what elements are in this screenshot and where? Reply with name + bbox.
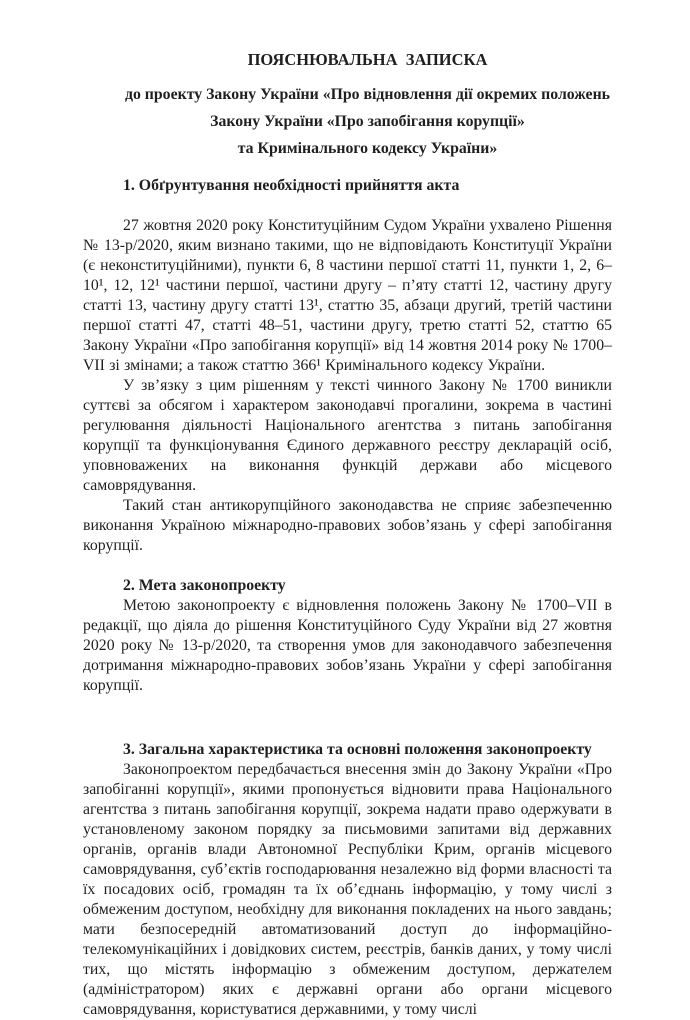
subtitle-line-2: Закону України «Про запобігання корупції» xyxy=(210,113,525,130)
section-2-heading: 2. Мета законопроекту xyxy=(123,577,286,594)
section-3-paragraph-1: Законопроектом передбачається внесення змін до Закону України «Про запобіганні корупції», якими пропонується відновити права Національного агентства з питань запобігання корупції, зокрема надати право одержувати в установленому законом порядку за письмовими запитами від державних органів, органів влади Автономної Республіки Крим, органів місцевого самоврядування, суб’єктів господарювання незалежно від форми власності та їх посадових осіб, громадян та їх об’єднань інформацію, у тому числі з обмеженим доступом, необхідну для виконання покладених на нього завдань; мати безпосередній автоматизований доступ до інформаційно-телекомунікаційних і довідкових систем, реєстрів, банків даних, у тому числі тих, що містять інформацію з обмеженим доступом, держателем (адміністратором) яких є державні органи або органи місцевого самоврядування, користуватися державними, у тому числі xyxy=(83,761,612,1018)
section-1-paragraph-3: Такий стан антикорупційного законодавства не сприяє забезпеченню виконання Україною міжнародно-правових зобов’язань у сфері запобігання корупції. xyxy=(83,497,612,554)
document-title: ПОЯСНЮВАЛЬНА ЗАПИСКА xyxy=(247,50,488,69)
section-1-heading: 1. Обґрунтування необхідності прийняття акта xyxy=(123,177,460,194)
subtitle-line-1: до проекту Закону України «Про відновлення дії окремих положень xyxy=(124,86,611,103)
document-subtitle xyxy=(83,81,612,162)
section-1-paragraph-2: У зв’язку з цим рішенням у тексті чинного Закону № 1700 виникли суттєві за обсягом і характером законодавчі прогалини, зокрема в частині регулювання діяльності Національного агентства з питань запобігання корупції та функціонування Єдиного державного реєстру декларацій осіб, уповноважених на виконання функцій держави або місцевого самоврядування. xyxy=(83,377,612,494)
section-1-paragraph-1: 27 жовтня 2020 року Конституційним Судом України ухвалено Рішення № 13-р/2020, яким визнано такими, що не відповідають Конституції України (є неконституційними), пункти 6, 8 частини першої статті 11, пункти 1, 2, 6–10¹, 12, 12¹ частини першої, частини другу – п’яту статті 12, частину другу статті 13, частину другу статті 13¹, статтю 35, абзаци другий, третій частини першої статті 47, статті 48–51, частини другу, третю статті 52, статтю 65 Закону України «Про запобігання корупції» від 14 жовтня 2014 року № 1700–VII зі змінами; а також статтю 366¹ Кримінального кодексу України. xyxy=(83,217,612,374)
section-2-paragraph-1: Метою законопроекту є відновлення положень Закону № 1700–VII в редакції, що діяла до рішення Конституційного Суду України від 27 жовтня 2020 року № 13-р/2020, та створення умов для законодавчого забезпечення дотримання міжнародно-правових зобов’язань України у сфері запобігання корупції. xyxy=(83,597,612,694)
section-3-heading: 3. Загальна характеристика та основні положення законопроекту xyxy=(123,741,592,758)
subtitle-line-3: та Кримінального кодексу України» xyxy=(237,140,498,157)
